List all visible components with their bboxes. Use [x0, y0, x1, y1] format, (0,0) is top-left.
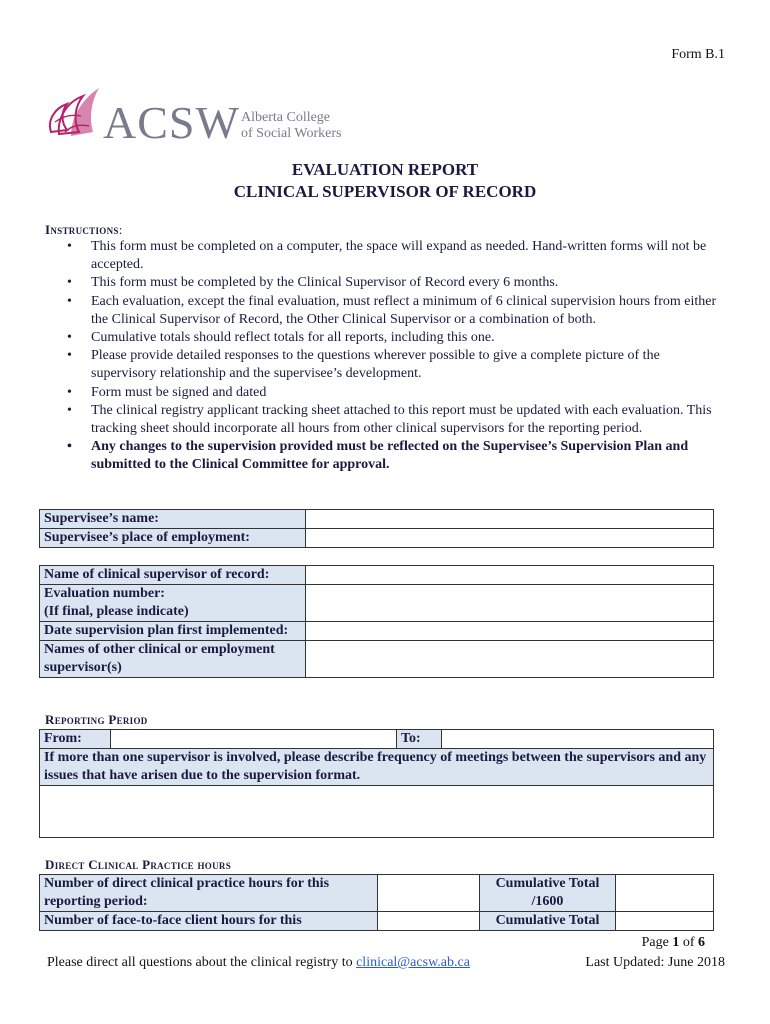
to-field[interactable]	[442, 730, 714, 749]
bullet-icon: •	[67, 239, 72, 254]
plan-date-field[interactable]	[306, 622, 714, 641]
face-to-face-cumulative-label: Cumulative Total	[480, 912, 616, 931]
reporting-period-heading: Reporting Period	[45, 712, 148, 727]
page-prefix: Page	[641, 935, 673, 950]
clinical-email-link[interactable]: clinical@acsw.ab.ca	[356, 955, 470, 970]
flame-logo-icon	[45, 82, 109, 138]
instruction-item	[45, 293, 725, 329]
bullet-icon: •	[67, 293, 72, 309]
instructions-heading	[45, 222, 123, 238]
direct-clinical-table	[39, 874, 714, 931]
page-subtitle: CLINICAL SUPERVISOR OF RECORD	[233, 182, 537, 201]
supervisor-table	[39, 565, 714, 678]
direct-hours-field[interactable]	[378, 875, 480, 912]
direct-hours-cumulative-label	[480, 875, 616, 912]
instruction-item	[45, 384, 725, 402]
instruction-item	[45, 238, 725, 274]
direct-clinical-heading: Direct Clinical Practice hours	[45, 857, 231, 872]
instruction-item-important	[45, 438, 725, 474]
instructions-heading-colon: :	[118, 222, 123, 237]
footer-questions	[47, 955, 470, 971]
instruction-item	[45, 274, 725, 292]
last-updated: Last Updated: June 2018	[585, 955, 725, 970]
instruction-text: The clinical registry applicant tracking sheet attached to this report must be updated with each evaluation. This tracking sheet should incorporate all hours from other clinical supervisors for the reporting period.	[91, 402, 712, 437]
page-number	[642, 935, 705, 951]
instruction-text: Form must be signed and dated	[91, 384, 267, 400]
instruction-text: Any changes to the supervision provided must be reflected on the Supervisee’s Supervision Plan and submitted to the Clinical Committee for approval.	[91, 439, 689, 473]
logo-brand: ACSW	[103, 97, 240, 148]
instructions-list	[45, 238, 725, 475]
face-to-face-hours-label: Number of face-to-face client hours for this	[40, 912, 378, 931]
instruction-text: Each evaluation, except the final evaluation, must reflect a minimum of 6 clinical supervision hours from either the Clinical Supervisor of Record, the Other Clinical Supervisor or a combination of both.	[91, 293, 717, 327]
direct-hours-cumulative-field[interactable]	[616, 875, 714, 912]
other-supervisors-field[interactable]	[306, 641, 714, 678]
reporting-period-table	[39, 729, 714, 838]
bullet-icon: •	[67, 402, 72, 418]
instructions-heading-text: Instructions	[45, 222, 119, 237]
instruction-text: Please provide detailed responses to the questions wherever possible to give a complete picture of the supervisory relationship and the supervisee’s development.	[91, 348, 660, 382]
page-title: EVALUATION REPORT	[291, 160, 479, 179]
supervisee-employment-label: Supervisee’s place of employment:	[40, 529, 306, 548]
instruction-text: This form must be completed on a computer, the space will expand as needed. Hand-written forms will not be accepted.	[91, 239, 707, 273]
bullet-icon: •	[67, 384, 72, 400]
page-of: of	[679, 935, 698, 950]
from-label: From:	[40, 730, 111, 749]
multiple-supervisors-question: If more than one supervisor is involved, please describe frequency of meetings between the supervisors and any issues that have arisen due to the supervision format.	[40, 749, 714, 786]
logo-org-line2: of Social Workers	[241, 126, 342, 141]
footer-questions-text: Please direct all questions about the clinical registry to	[47, 955, 357, 970]
direct-hours-label: Number of direct clinical practice hours for this reporting period:	[40, 875, 378, 912]
multiple-supervisors-response-field[interactable]	[40, 786, 714, 838]
face-to-face-hours-field[interactable]	[378, 912, 480, 931]
face-to-face-cumulative-field[interactable]	[616, 912, 714, 931]
bullet-icon: •	[67, 439, 72, 455]
logo-org-name	[241, 110, 341, 142]
supervisee-table	[39, 509, 714, 548]
acsw-logo	[45, 82, 345, 152]
instruction-text: This form must be completed by the Clinical Supervisor of Record every 6 months.	[91, 275, 559, 291]
bullet-icon: •	[67, 330, 72, 346]
page-current: 1	[672, 935, 680, 950]
to-label: To:	[397, 730, 442, 749]
supervisee-name-field[interactable]	[306, 510, 714, 529]
from-field[interactable]	[111, 730, 397, 749]
evaluation-number-field[interactable]	[306, 585, 714, 622]
supervisor-name-label: Name of clinical supervisor of record:	[40, 566, 306, 585]
cumulative-target-label: /1600	[531, 894, 564, 909]
instruction-item	[45, 402, 725, 438]
supervisee-name-label: Supervisee’s name:	[40, 510, 306, 529]
logo-org-line1: Alberta College	[241, 110, 331, 125]
other-supervisors-label: Names of other clinical or employment supervisor(s)	[40, 641, 306, 678]
supervisor-name-field[interactable]	[306, 566, 714, 585]
form-label: Form B.1	[671, 47, 725, 62]
instruction-item	[45, 347, 725, 383]
evaluation-number-label	[40, 585, 306, 622]
bullet-icon: •	[67, 348, 72, 364]
evaluation-number-label-line2: (If final, please indicate)	[44, 604, 189, 619]
supervisee-employment-field[interactable]	[306, 529, 714, 548]
instruction-text: Cumulative totals should reflect totals for all reports, including this one.	[91, 330, 495, 346]
cumulative-total-label: Cumulative Total	[495, 876, 600, 891]
page-total: 6	[698, 935, 705, 950]
bullet-icon: •	[67, 275, 72, 291]
evaluation-number-label-line1: Evaluation number:	[44, 586, 165, 601]
instruction-item	[45, 329, 725, 347]
plan-date-label: Date supervision plan first implemented:	[40, 622, 306, 641]
